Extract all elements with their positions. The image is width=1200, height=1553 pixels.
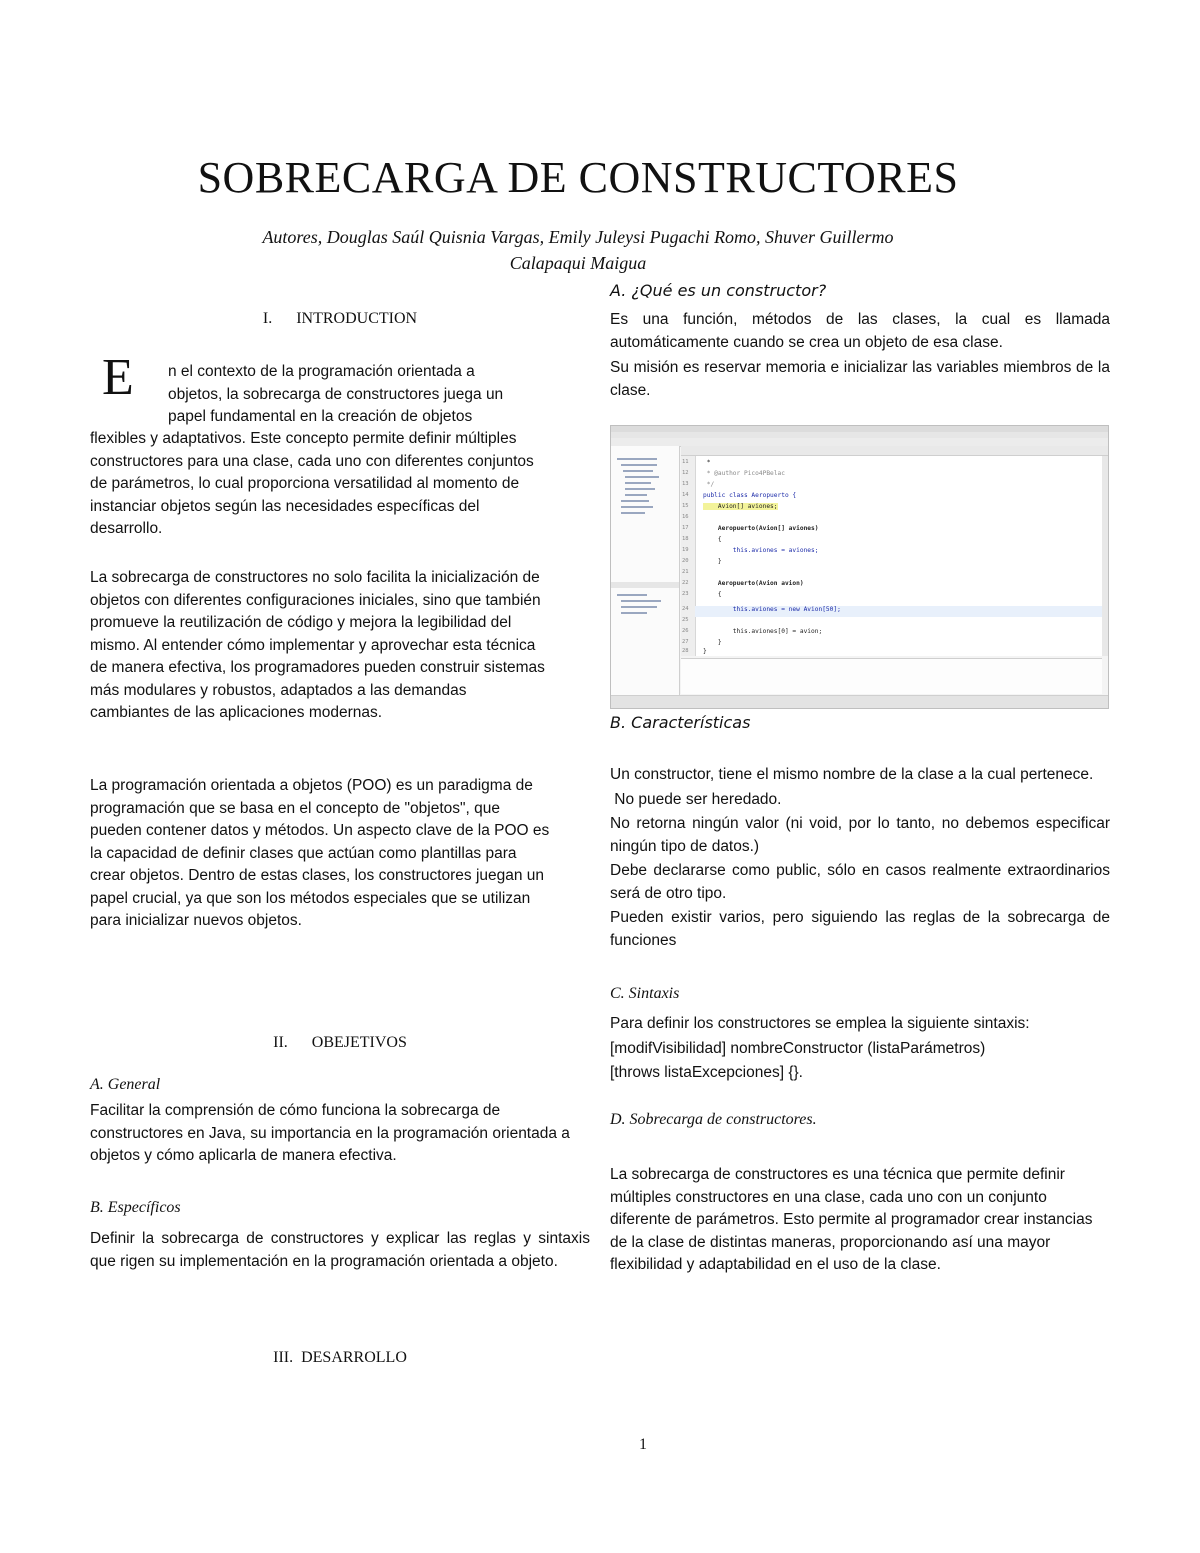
section-number: I. [262,310,273,327]
intro-paragraph-1: flexibles y adaptativos. Este concepto permite definir múltiples constructores para una clase, cada uno con diferentes conjuntos de parámetros, lo cual proporciona versatilidad al momento de instanciar objetos según las necesidades específicas del desarrollo. [90,430,534,537]
page-title: SOBRECARGA DE CONSTRUCTORES [197,153,959,202]
intro-paragraph-3: La programación orientada a objetos (POO) es un paradigma de programación que se basa en el concepto de "objetos", que pueden contener datos y métodos. Un aspecto clave de la POO es la capacidad de definir clases que actúan como plantillas para crear objetos. Dentro de estas clases, los constructores juegan un papel crucial, ya que son los métodos especiales que se utilizan para inicializar nuevos objetos. [90,777,550,929]
ide-screenshot [610,425,1109,709]
intro-first-lines [168,361,598,429]
section-title: DESARROLLO [301,1349,407,1366]
sintaxis-heading: C. Sintaxis [610,985,680,1002]
section-objetivos-heading [90,1034,590,1052]
authors-line-1: Autores, Douglas Saúl Quisnia Vargas, Emily Juleysi Pugachi Romo, Shuver Guillermo [262,227,894,247]
caracteristica-item: No retorna ningún valor (ni void, por lo tanto, no debemos especificar ningún tipo de datos.) [610,815,1110,855]
caracteristica-item: No puede ser heredado. [610,790,782,808]
section-introduction-heading [90,310,590,328]
caracteristica-item: Pueden existir varios, pero siguiendo las reglas de la sobrecarga de funciones [610,909,1110,949]
intro-line: papel fundamental en la creación de objetos [168,408,473,425]
constructor-text-1: Es una función, métodos de las clases, la cual es llamada automáticamente cuando se crea un objeto de esa clase. [610,311,1110,351]
especificos-heading: B. Específicos [90,1199,181,1216]
sobrecarga-text: La sobrecarga de constructores es una técnica que permite definir múltiples constructores en una clase, cada uno con un conjunto diferente de parámetros. Esto permite al programador crear instancias de la clase de distintas maneras, proporcionando así una mayor flexibilidad y adaptabilidad en el uso de la clase. [610,1166,1093,1273]
general-heading: A. General [90,1076,161,1093]
intro-line: objetos, la sobrecarga de constructores juega un [168,385,504,403]
especificos-text: Definir la sobrecarga de constructores y explicar las reglas y sintaxis que rigen su implementación en la programación orientada a objeto. [90,1230,590,1270]
intro-line: n el contexto de la programación orientada a [168,363,475,380]
constructor-text-2: Su misión es reservar memoria e inicializar las variables miembros de la clase. [610,359,1110,399]
caracteristicas-heading: B. Características [610,713,751,732]
section-title: OBEJETIVOS [311,1034,407,1051]
ide-editor-tabs [681,446,1108,456]
ide-scrollbar [1102,456,1108,656]
ide-code-editor: 11 * 12 * @author Pico4PBelac 13 */ 14 public class Aeropuerto { 15 Avion[] aviones; 16 17 Aeropuerto(Avion[] aviones) 18 { 19 this.aviones = aviones; 20 } 21 22 Aeropuerto(Avion avion) 23 { 24 this.aviones = new Avion[50]; 25 26 this.aviones[0] = avion; 27 } 28 } [681,456,1102,656]
caracteristicas-list [610,764,1110,952]
drop-cap: E [102,349,134,406]
section-number: II. [273,1034,288,1051]
constructor-heading: A. ¿Qué es un constructor? [610,281,827,300]
section-title: INTRODUCTION [296,310,418,327]
section-number: III. [273,1349,294,1366]
ide-status-bar [611,695,1108,708]
general-text: Facilitar la comprensión de cómo funciona la sobrecarga de constructores en Java, su importancia en la programación orientada a objetos y cómo aplicarla de manera efectiva. [90,1102,570,1164]
sintaxis-line-2: [modifVisibilidad] nombreConstructor (listaParámetros) [610,1040,986,1057]
page-number: 1 [639,1436,647,1453]
intro-paragraph-2: La sobrecarga de constructores no solo facilita la inicialización de objetos con diferentes configuraciones iniciales, sino que también promueve la reutilización de código y mejora la legibilidad del mismo. Al entender cómo implementar y aprovechar esta técnica de manera efectiva, los programadores pueden construir sistemas más modulares y robustos, adaptados a las demandas cambiantes de las aplicaciones modernas. [90,569,545,721]
sobrecarga-heading: D. Sobrecarga de constructores. [610,1111,817,1128]
sintaxis-line-1: Para definir los constructores se emplea la siguiente sintaxis: [610,1015,1030,1032]
ide-output-panel [681,658,1102,694]
ide-project-panel [611,446,680,708]
sintaxis-line-3: [throws listaExcepciones] {}. [610,1064,803,1081]
section-desarrollo-heading [90,1349,590,1367]
authors-line-2: Calapaqui Maigua [509,253,647,273]
caracteristica-item: Un constructor, tiene el mismo nombre de la clase a la cual pertenece. [610,766,1094,783]
caracteristica-item: Debe declararse como public, sólo en casos realmente extraordinarios será de otro tipo. [610,862,1110,902]
